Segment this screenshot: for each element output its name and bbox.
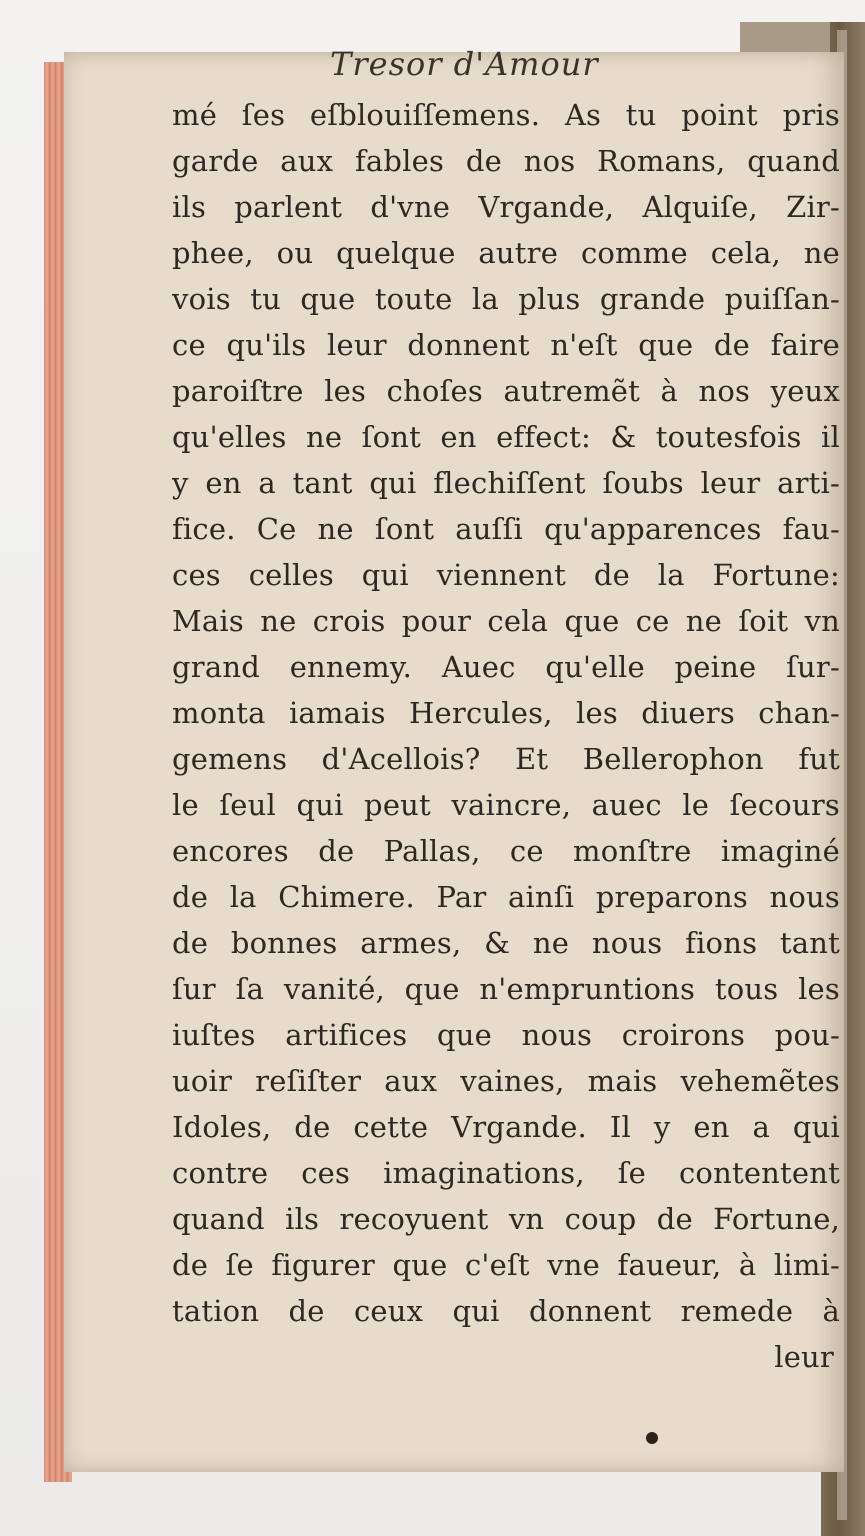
text-line: ſur ſa vanité, que n'empruntions tous les bbox=[172, 972, 840, 1006]
text-line: y en a tant qui flechiſſent ſoubs leur arti- bbox=[172, 466, 840, 500]
text-line: phee, ou quelque autre comme cela, ne bbox=[172, 236, 840, 270]
text-line: Idoles, de cette Vrgande. Il y en a qui bbox=[172, 1110, 840, 1144]
text-line: monta iamais Hercules, les diuers chan- bbox=[172, 696, 840, 730]
text-line: tation de ceux qui donnent remede à bbox=[172, 1294, 840, 1328]
text-line: grand ennemy. Auec qu'elle peine ſur- bbox=[172, 650, 840, 684]
text-line: quand ils recoyuent vn coup de Fortune, bbox=[172, 1202, 840, 1236]
text-line: ces celles qui viennent de la Fortune: bbox=[172, 558, 840, 592]
text-line: vois tu que toute la plus grande puiſſan- bbox=[172, 282, 840, 316]
text-line: encores de Pallas, ce monſtre imaginé bbox=[172, 834, 840, 868]
page-text bbox=[172, 92, 840, 1380]
text-line: de la Chimere. Par ainſi preparons nous bbox=[172, 880, 840, 914]
text-line: mé ſes eſblouiſſemens. As tu point pris bbox=[172, 98, 840, 132]
text-line: uoir reſiſter aux vaines, mais vehemẽtes bbox=[172, 1064, 840, 1098]
text-line: de ſe figurer que c'eſt vne faueur, à limi- bbox=[172, 1248, 840, 1282]
text-line: fice. Ce ne ſont auſſi qu'apparences fau- bbox=[172, 512, 840, 546]
text-line: ils parlent d'vne Vrgande, Alquiſe, Zir- bbox=[172, 190, 840, 224]
catchword: leur bbox=[774, 1340, 834, 1374]
text-line: garde aux fables de nos Romans, quand bbox=[172, 144, 840, 178]
text-line: le ſeul qui peut vaincre, auec le ſecours bbox=[172, 788, 840, 822]
ink-spot bbox=[646, 1432, 658, 1444]
text-line: iuſtes artifices que nous croirons pou- bbox=[172, 1018, 840, 1052]
text-line: Mais ne crois pour cela que ce ne ſoit vn bbox=[172, 604, 840, 638]
text-line: de bonnes armes, & ne nous fions tant bbox=[172, 926, 840, 960]
text-line: ce qu'ils leur donnent n'eſt que de faire bbox=[172, 328, 840, 362]
text-line: qu'elles ne ſont en effect: & toutesfois il bbox=[172, 420, 840, 454]
text-line: contre ces imaginations, ſe contentent bbox=[172, 1156, 840, 1190]
running-head: Tresor d'Amour bbox=[330, 45, 599, 78]
text-line: paroiſtre les choſes autremẽt à nos yeux bbox=[172, 374, 840, 408]
text-line: gemens d'Acellois? Et Bellerophon fut bbox=[172, 742, 840, 776]
cover-top-corner bbox=[740, 22, 830, 52]
